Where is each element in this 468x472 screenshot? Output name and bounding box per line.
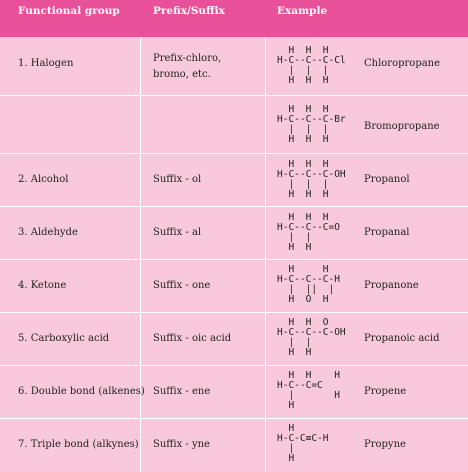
group-cell: 1. Halogen [18,58,74,69]
compound-name: Propanal [364,227,410,238]
affix-cell: Suffix - one [153,280,211,291]
table-header [0,0,468,37]
structural-formula: H H H H-C--C--C-OH | | | H H H [277,159,346,200]
table-row [0,313,468,366]
group-cell: 6. Double bond (alkenes) [18,386,145,397]
table-row [0,37,468,96]
table-row [0,419,468,472]
table-row [0,154,468,207]
group-cell: 2. Alcohol [18,174,69,185]
compound-name: Propyne [364,439,406,450]
compound-name: Propanol [364,174,410,185]
group-cell: 4. Ketone [18,280,67,291]
header-example: Example [277,5,328,17]
group-cell: 7. Triple bond (alkynes) [18,439,139,450]
affix-cell: Suffix - yne [153,439,210,450]
affix-cell: Suffix - oic acid [153,333,232,344]
affix-cell: Suffix - ol [153,174,202,185]
header-functional-group: Functional group [18,5,120,17]
table-row [0,96,468,154]
group-cell: 5. Carboxylic acid [18,333,110,344]
table-row [0,207,468,260]
compound-name: Propene [364,386,407,397]
structural-formula: H H H H-C--C--C-Cl | | | H H H [277,45,346,86]
affix-cell: Prefix-chloro, [153,53,222,64]
header-prefix-suffix: Prefix/Suffix [153,5,225,17]
affix-cell: Suffix - ene [153,386,211,397]
group-cell: 3. Aldehyde [18,227,78,238]
table-row [0,366,468,419]
compound-name: Propanoic acid [364,333,440,344]
structural-formula: H H O H-C--C--C-OH | | H H [277,317,346,358]
structural-formula: H H H-C--C--C-H | || | H O H [277,264,340,305]
structural-formula: H H H H-C--C=C | H H [277,370,340,411]
compound-name: Propanone [364,280,419,291]
structural-formula: H H-C-C≡C-H | H [277,423,329,464]
compound-name: Chloropropane [364,58,441,69]
affix-cell-line2: bromo, etc. [153,69,211,80]
structural-formula: H H H H-C--C--C-Br | | | H H H [277,104,346,145]
structural-formula: H H H H-C--C--C=O | | H H [277,212,340,253]
compound-name: Bromopropane [364,121,440,132]
affix-cell: Suffix - al [153,227,202,238]
table-row [0,260,468,313]
